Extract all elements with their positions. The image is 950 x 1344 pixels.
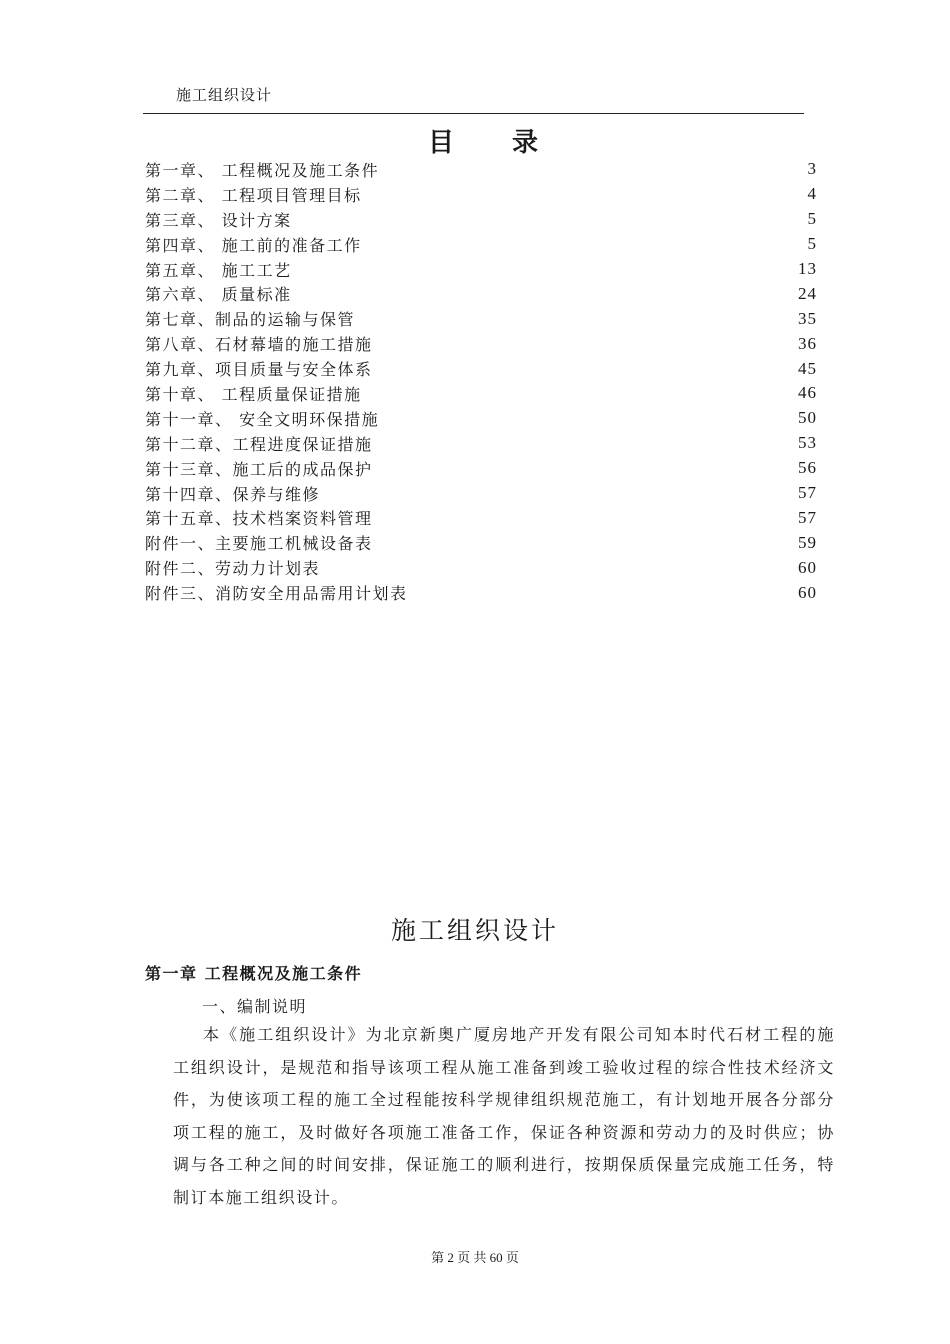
toc-entry-label: 第十三章、施工后的成品保护 <box>145 459 373 479</box>
chapter-heading: 第一章 工程概况及施工条件 <box>145 964 363 983</box>
toc-entry[interactable] <box>145 456 817 481</box>
toc-entry[interactable] <box>145 257 817 282</box>
toc-entry[interactable] <box>145 431 817 456</box>
toc-entry-label: 第十五章、技术档案资料管理 <box>145 509 373 529</box>
toc-entry-label: 第十一章、 安全文明环保措施 <box>145 409 380 429</box>
toc-entry-label: 第九章、项目质量与安全体系 <box>145 360 373 380</box>
toc-entry-page: 4 <box>807 184 817 204</box>
toc-entry[interactable] <box>145 331 817 356</box>
toc-entry[interactable] <box>145 232 817 257</box>
toc-entry[interactable] <box>145 157 817 182</box>
body-paragraph: 本《施工组织设计》为北京新奥广厦房地产开发有限公司知本时代石材工程的施工组织设计，是规范和指导该项工程从施工准备到竣工验收过程的综合性技术经济文件，为使该项工程的施工全过程能按科学规律组织规范施工，有计划地开展各分部分项工程的施工，及时做好各项施工准备工作，保证各种资源和劳动力的及时供应；协调与各工种之间的时间安排，保证施工的顺利进行，按期保质保量完成施工任务，特制订本施工组织设计。 <box>173 1025 835 1207</box>
toc-entry-label: 第二章、 工程项目管理目标 <box>145 185 362 205</box>
toc-entry[interactable] <box>145 580 817 605</box>
toc-entry-label: 第十四章、保养与维修 <box>145 484 321 504</box>
toc-entry-label: 第三章、 设计方案 <box>145 210 292 230</box>
toc-entry-page: 57 <box>798 483 817 503</box>
toc-entry-page: 5 <box>807 209 817 229</box>
toc-entry-page: 13 <box>798 259 817 278</box>
toc-entry-page: 57 <box>798 507 817 527</box>
toc-entry[interactable] <box>145 207 817 232</box>
toc-entry-page: 5 <box>807 234 817 254</box>
toc-entry[interactable] <box>145 306 817 331</box>
section-heading: 一、编制说明 <box>202 997 308 1016</box>
toc-entry-label: 第四章、 施工前的准备工作 <box>145 235 362 255</box>
toc-entry-label: 第十章、 工程质量保证措施 <box>145 384 362 404</box>
toc-entry[interactable] <box>145 281 817 306</box>
toc-entry-page: 24 <box>798 283 817 303</box>
table-of-contents <box>145 157 817 605</box>
toc-entry-label: 第八章、石材幕墙的施工措施 <box>145 335 373 355</box>
toc-entry[interactable] <box>145 406 817 431</box>
toc-entry-label: 附件三、消防安全用品需用计划表 <box>145 584 408 604</box>
toc-entry-page: 46 <box>798 383 817 403</box>
toc-entry-label: 第一章、 工程概况及施工条件 <box>145 160 380 180</box>
toc-entry-page: 50 <box>798 408 817 428</box>
toc-entry[interactable] <box>145 182 817 207</box>
toc-entry-page: 36 <box>798 333 817 353</box>
toc-entry-page: 45 <box>798 358 817 378</box>
toc-entry-page: 56 <box>798 458 817 478</box>
toc-entry-page: 59 <box>798 532 817 552</box>
toc-entry-label: 第十二章、工程进度保证措施 <box>145 434 373 454</box>
toc-entry[interactable] <box>145 505 817 530</box>
toc-entry[interactable] <box>145 356 817 381</box>
toc-entry[interactable] <box>145 481 817 506</box>
toc-entry-page: 60 <box>798 582 817 602</box>
page-footer: 第 2 页 共 60 页 <box>431 1250 519 1265</box>
header-divider <box>143 113 804 114</box>
toc-entry-page: 53 <box>798 433 817 453</box>
toc-entry-page: 35 <box>798 308 817 328</box>
document-title: 施工组织设计 <box>390 916 559 945</box>
toc-entry-label: 第五章、 施工工艺 <box>145 260 292 280</box>
running-header: 施工组织设计 <box>176 86 273 104</box>
toc-entry-page: 3 <box>807 159 817 179</box>
toc-entry-label: 附件二、劳动力计划表 <box>145 559 321 579</box>
toc-title: 目录 <box>428 128 597 158</box>
toc-entry[interactable] <box>145 555 817 580</box>
toc-entry-label: 附件一、主要施工机械设备表 <box>145 534 373 554</box>
toc-entry-label: 第七章、制品的运输与保管 <box>145 310 356 330</box>
toc-entry-label: 第六章、 质量标准 <box>145 285 292 305</box>
toc-entry-page: 60 <box>798 557 817 577</box>
toc-entry[interactable] <box>145 530 817 555</box>
toc-entry[interactable] <box>145 381 817 406</box>
